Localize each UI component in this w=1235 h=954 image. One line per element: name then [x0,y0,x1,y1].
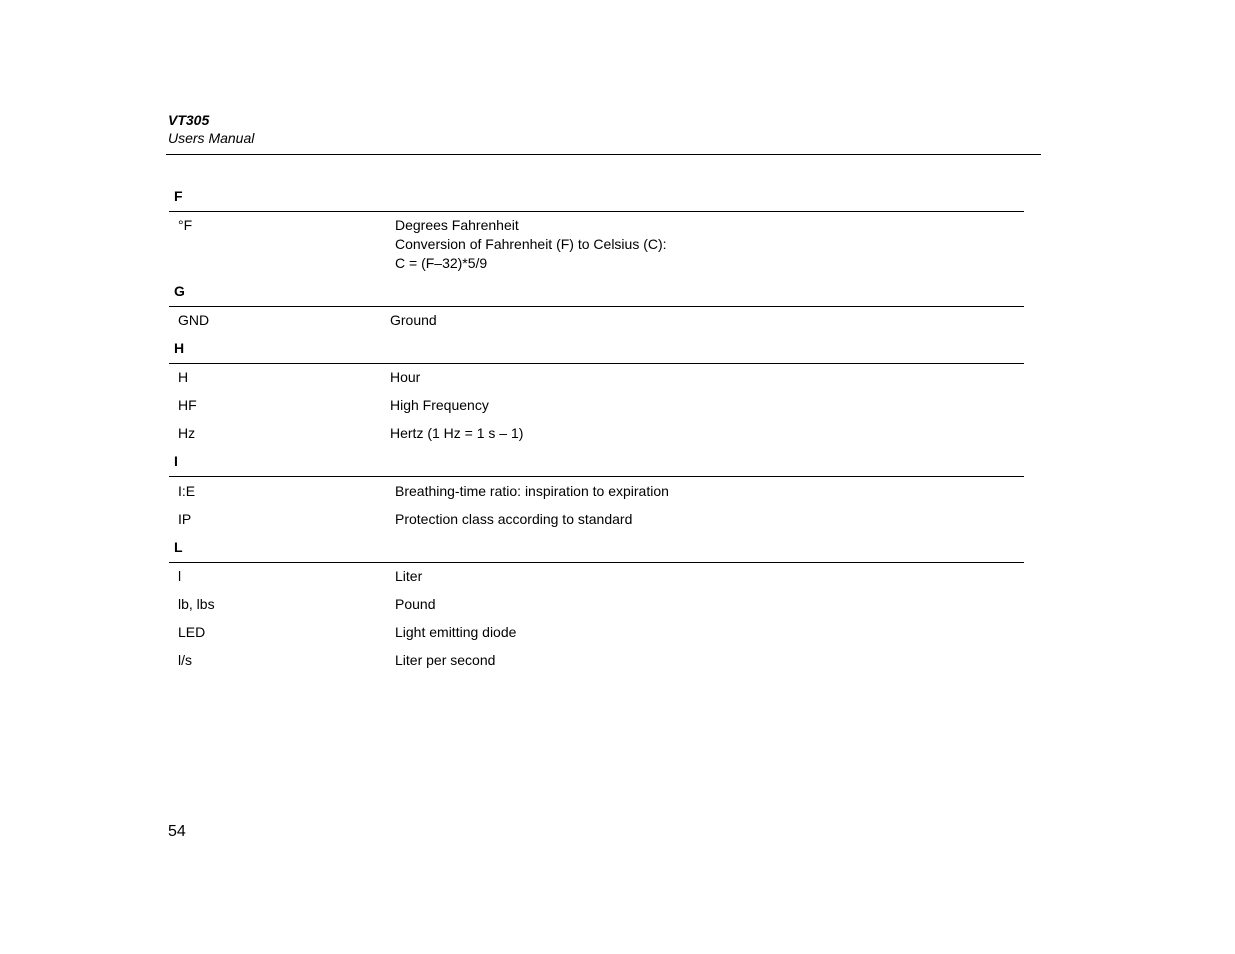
glossary-description: Light emitting diode [395,624,517,640]
glossary-description: Pound [395,596,436,612]
glossary-description: Hour [390,369,421,385]
document-subtitle: Users Manual [168,130,255,146]
glossary-term: Hz [178,425,196,441]
section-heading-h: H [174,340,185,356]
glossary-term: I:E [178,483,196,499]
glossary-term: l [178,568,182,584]
glossary-term: l/s [178,652,192,668]
section-divider-f [169,211,1024,212]
running-header [168,111,1041,148]
glossary-description: Protection class according to standard [395,511,633,527]
section-heading-l: L [174,539,183,555]
section-divider-i [169,476,1024,477]
glossary-term: GND [178,312,210,328]
header-divider [166,154,1041,155]
section-divider-g [169,306,1024,307]
section-heading-g: G [174,283,185,299]
glossary-term: IP [178,511,192,527]
section-divider-h [169,363,1024,364]
section-divider-l [169,562,1024,563]
glossary-description: Degrees Fahrenheit [395,217,519,233]
section-heading-i: I [174,453,178,469]
glossary-description: Liter per second [395,652,496,668]
glossary-description: High Frequency [390,397,489,413]
glossary-term: °F [178,217,193,233]
glossary-description: Conversion of Fahrenheit (F) to Celsius (C): [395,236,667,252]
glossary-term: lb, lbs [178,596,215,612]
glossary-description: Hertz (1 Hz = 1 s – 1) [390,425,524,441]
section-heading-f: F [174,188,183,204]
glossary-description: Ground [390,312,437,328]
page-number: 54 [168,823,186,840]
document-title: VT305 [168,112,210,128]
glossary-term: H [178,369,189,385]
glossary-description: C = (F–32)*5/9 [395,255,488,271]
glossary-term: HF [178,397,197,413]
glossary-description: Liter [395,568,423,584]
glossary-description: Breathing-time ratio: inspiration to expiration [395,483,669,499]
glossary-term: LED [178,624,206,640]
